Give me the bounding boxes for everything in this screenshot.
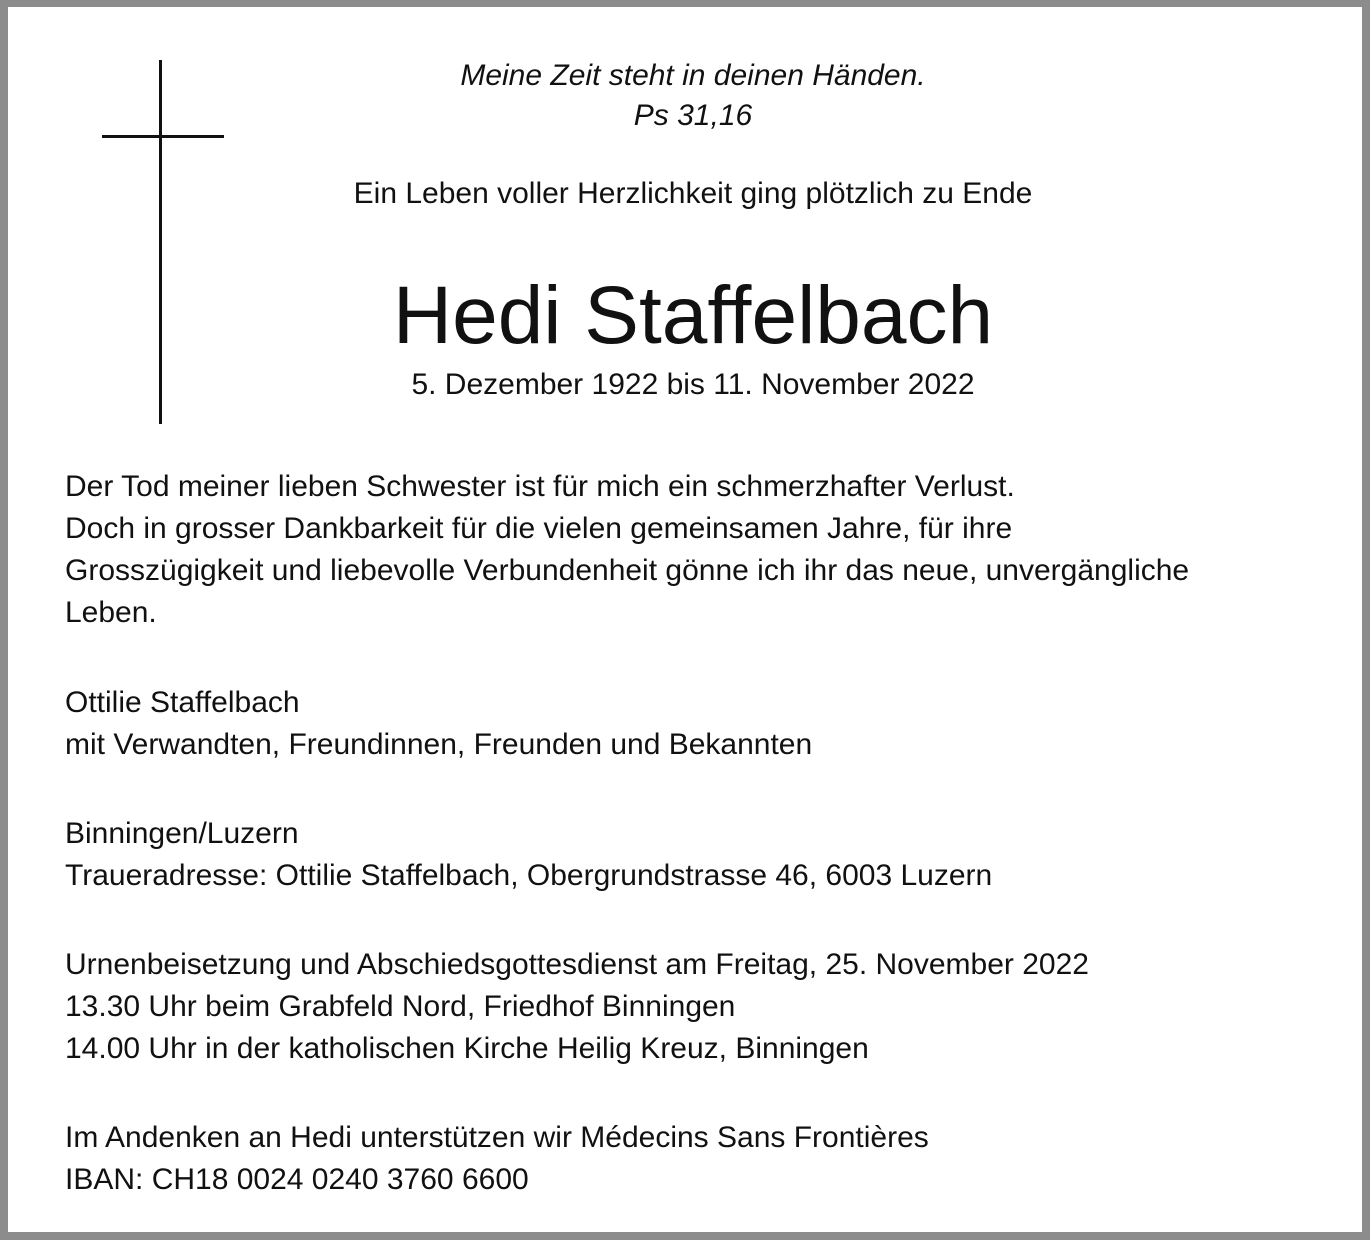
message-line: Grosszügigkeit und liebevolle Verbundenheit gönne ich ihr das neue, unvergängliche xyxy=(65,554,1190,587)
donation-paragraph xyxy=(65,1117,1345,1201)
service-time-2: 14.00 Uhr in der katholischen Kirche Heilig Kreuz, Binningen xyxy=(65,1032,869,1065)
iban-line: IBAN: CH18 0024 0240 3760 6600 xyxy=(65,1163,529,1196)
bible-verse: Meine Zeit steht in deinen Händen. xyxy=(460,59,926,92)
intro-line: Ein Leben voller Herzlichkeit ging plötzlich zu Ende xyxy=(353,177,1033,210)
service-time-1: 13.30 Uhr beim Grabfeld Nord, Friedhof Binningen xyxy=(65,990,736,1023)
message-line: Leben. xyxy=(65,596,157,629)
service-paragraph xyxy=(65,944,1345,1070)
message-line: Der Tod meiner lieben Schwester ist für mich ein schmerzhafter Verlust. xyxy=(65,470,1015,503)
address-paragraph xyxy=(65,813,1345,897)
mourner-relatives: mit Verwandten, Freundinnen, Freunden und Bekannten xyxy=(65,728,813,761)
place-line: Binningen/Luzern xyxy=(65,817,299,850)
message-paragraph xyxy=(65,466,1345,634)
cross-horizontal-bar xyxy=(102,135,224,138)
bible-verse-reference: Ps 31,16 xyxy=(633,99,753,132)
donation-line: Im Andenken an Hedi unterstützen wir Médecins Sans Frontières xyxy=(65,1121,929,1154)
message-line: Doch in grosser Dankbarkeit für die vielen gemeinsamen Jahre, für ihre xyxy=(65,512,1013,545)
service-heading: Urnenbeisetzung und Abschiedsgottesdienst am Freitag, 25. November 2022 xyxy=(65,948,1089,981)
life-dates: 5. Dezember 1922 bis 11. November 2022 xyxy=(411,368,975,401)
mourner-name: Ottilie Staffelbach xyxy=(65,686,300,719)
deceased-name: Hedi Staffelbach xyxy=(392,270,994,361)
mourners-paragraph xyxy=(65,682,1345,766)
mourning-address: Traueradresse: Ottilie Staffelbach, Obergrundstrasse 46, 6003 Luzern xyxy=(65,859,993,892)
